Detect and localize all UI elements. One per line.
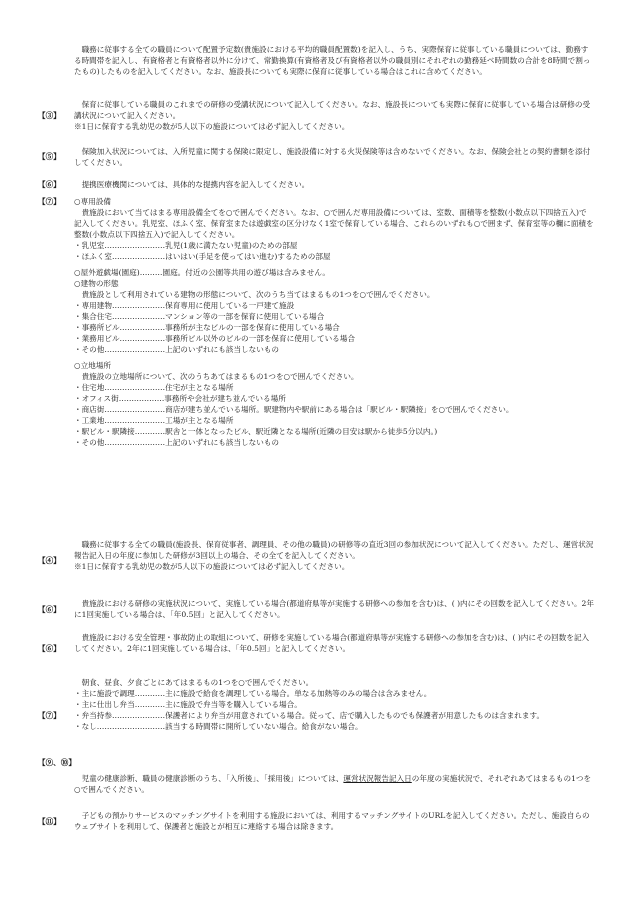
note: ※1日に保育する乳幼児の数が5人以下の施設については必ず記入してください。 (74, 562, 350, 571)
paragraph: 提携医療機関については、具体的な提携内容を記入してください。 (81, 180, 310, 189)
section-mark: 【⑥】 (38, 644, 61, 653)
paragraph: 貴施設の立地場所について、次のうちあてはまるもの1つを○で囲んでください。 (81, 372, 359, 381)
list-item: ・オフィス街………………事務所や会社が建ち並んでいる場所 (74, 394, 286, 403)
list-item: ・専用建物…………………保育専用に使用している一戸建て施設 (74, 301, 295, 310)
paragraph: 職務に従事する全ての職員(施設長、保育従事者、調理員、その他の職員)の研修等の直近3回の参加状況について記入してください。ただし、運営状況報告記入日の年度に参加した研修が3回以上の場合、その全てを記入してください。 (74, 540, 594, 560)
paragraph: 貴施設における安全管理・事故防止の取組について、研修を実施している場合(都道府県等が実施する研修への参加を含む)は、( )内にその回数を記入してください。2年に1回実施している場合は、「年0.5回」と記入してください。 (74, 633, 590, 653)
section-mark: 【⑤】 (38, 152, 61, 161)
section-mark: 【⑨、⑩】 (38, 758, 76, 767)
list-item: ・業務用ビル………………事務所ビル以外のビルの一部を保育に使用している場合 (74, 334, 355, 343)
list-item: ・ほふく室…………………はいはい(手足を使ってはい進む)するための部屋 (74, 252, 331, 261)
section-mark: 【④】 (38, 556, 61, 565)
paragraph: 児童の健康診断、職員の健康診断のうち、「入所後」、「採用後」については、運営状況報告記入日の年度の実施状況で、それぞれあてはまるもの1つを○で囲んでください。 (74, 774, 592, 794)
subheading-dedicated-facilities: ○専用設備 (74, 197, 112, 206)
paragraph: 朝食、昼食、夕食ごとにあてはまるもの1つを○で囲んでください。 (81, 678, 314, 687)
subheading-outdoor-playground: ○屋外遊戯場(園庭)………園庭。付近の公園等共用の遊び場は含みません。 (74, 268, 331, 277)
list-item: ・弁当持参…………………保護者により弁当が用意されている場合。従って、店で購入したものでも保護者が用意したものは含まれます。 (74, 711, 545, 720)
note: ※1日に保育する乳幼児の数が5人以下の施設については必ず記入してください。 (74, 122, 350, 131)
paragraph: 職務に従事する全ての職員について配置予定数(貴施設における平均的職員配置数)を記入し、うち、実際保育に従事している職員については、勤務する時間帯を記入し、有資格者と有資格者以外に分けて、常勤換算(有資格者及び有資格者以外の職員別にそれぞれの勤務延べ時間数の合計を8時間で割ったもの)したものを記入してください。なお、施設長についても実際に保育に従事している場合はこれに含めてください。 (74, 45, 591, 76)
list-item: ・工業地……………………工場が主となる場所 (74, 416, 234, 425)
list-item: ・主に仕出し弁当…………主に施設で弁当等を購入している場合。 (74, 700, 302, 709)
list-item: ・住宅地……………………住宅が主となる場所 (74, 383, 234, 392)
list-item: ・なし………………………該当する時間帯に開所していない場合。給食がない場合。 (74, 722, 363, 731)
section-mark: 【⑪】 (38, 817, 61, 826)
underlined-term: 運営状況報告記入日 (343, 774, 412, 783)
list-item: ・主に施設で調理…………主に施設で給食を調理している場合。単なる加熱等のみの場合は含みません。 (74, 689, 432, 698)
paragraph: 貴施設における研修の実施状況について、実施している場合(都道府県等が実施する研修への参加を含む)は、( )内にその回数を記入してください。2年に1回実施している場合は、「年0.5回」と記入してください。 (74, 599, 594, 619)
list-item: ・その他……………………上記のいずれにも該当しないもの (74, 438, 280, 447)
section-mark: 【⑥】 (38, 605, 61, 614)
paragraph: 貴施設として利用されている建物の形態について、次のうち当てはまるもの1つを○で囲んでください。 (81, 290, 435, 299)
section-mark: 【⑦】 (38, 197, 61, 206)
subheading-building-type: ○建物の形態 (74, 279, 119, 288)
list-item: ・その他……………………上記のいずれにも該当しないもの (74, 345, 280, 354)
section-mark: 【③】 (38, 111, 61, 120)
section-mark: 【⑥】 (38, 180, 61, 189)
paragraph: 保育に従事している職員のこれまでの研修の受講状況について記入してください。なお、施設長についても実際に保育に従事している場合は研修の受講状況について記入ください。 (74, 100, 591, 120)
list-item: ・商店街……………………商店が建ち並んでいる場所。駅建物内や駅前にある場合は「駅ビル・駅隣接」を○で囲んでください。 (74, 405, 514, 414)
paragraph: 保険加入状況については、入所児童に関する保険に限定し、施設設備に対する火災保険等は含めないでください。なお、保険会社との契約書類を添付してください。 (74, 147, 591, 167)
section-mark: 【⑦】 (38, 711, 61, 720)
list-item: ・駅ビル・駅隣接…………駅舎と一体となったビル、駅近隣となる場所(近隣の目安は駅から徒歩5分以内。) (74, 427, 438, 436)
paragraph: 貴施設において当てはまる専用設備全てを○で囲んでください。なお、○で囲んだ専用設備については、室数、面積等を整数(小数点以下四捨五入)で記入してください。乳児室、ほふく室、保育室または遊戯室の区分けなく1室で保育している場合、これらのいずれも○で囲まず、保育室等の欄に面積を整数(小数点以下四捨五入)で記入してください。 (74, 208, 594, 239)
list-item: ・事務所ビル………………事務所が主なビルの一部を保育に使用している場合 (74, 323, 340, 332)
paragraph: 子どもの預かりサービスのマッチングサイトを利用する施設においては、利用するマッチングサイトのURLを記入してください。ただし、施設自らのウェブサイトを利用して、保護者と施設とが相互に連絡する場合は除きます。 (74, 811, 590, 831)
subheading-location: ○立地場所 (74, 361, 112, 370)
list-item: ・乳児室……………………乳児(1歳に満たない児童)のための部屋 (74, 241, 298, 250)
list-item: ・集合住宅…………………マンション等の一部を保育に使用している場合 (74, 312, 325, 321)
